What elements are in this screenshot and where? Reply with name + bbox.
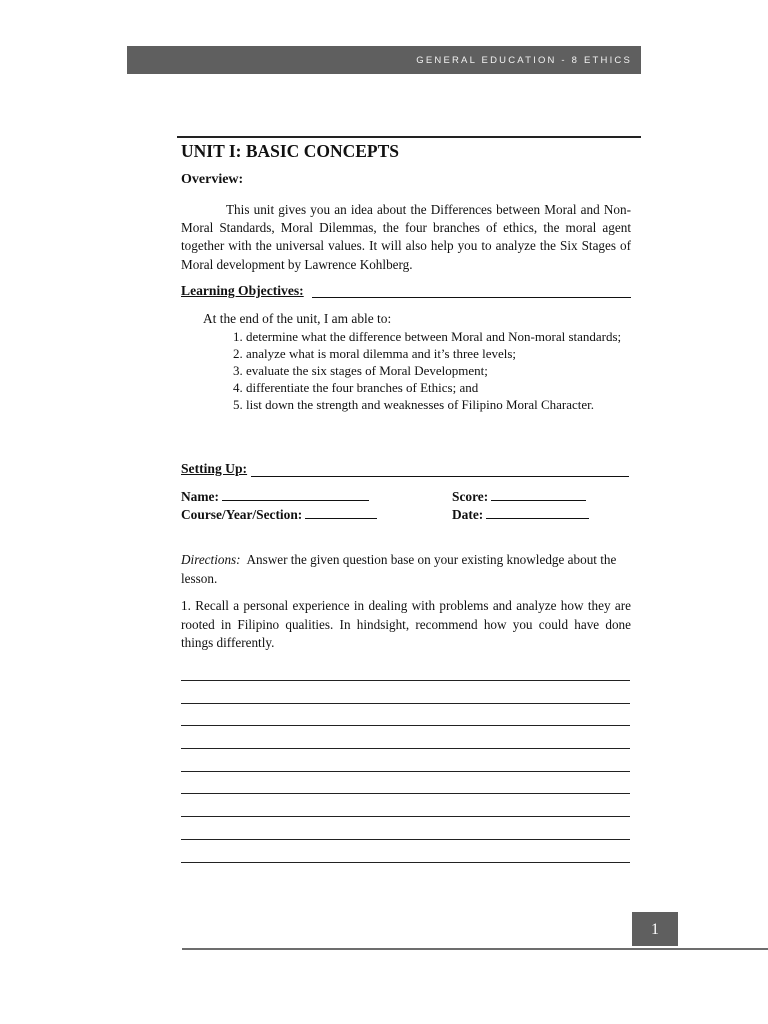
answer-line[interactable] (181, 816, 630, 839)
unit-title: UNIT I: BASIC CONCEPTS (181, 141, 399, 161)
heading-underline (251, 476, 629, 477)
question-text: 1. Recall a personal experience in dealing with problems and analyze how they are rooted in Filipino qualities. In hindsight, recommend how you could have done things differently. (181, 598, 631, 650)
overview-body (181, 201, 631, 274)
overview-text: This unit gives you an idea about the Differences between Moral and Non-Moral Standards, Moral Dilemmas, the four branches of ethics, the moral agent together with the universal values. It will also help you to analyze the Six Stages of Moral development by Lawrence Kohlberg. (181, 202, 631, 272)
answer-line[interactable] (181, 771, 630, 794)
setting-up-heading: Setting Up: (181, 461, 248, 476)
learning-objectives-heading: Learning Objectives: (181, 283, 304, 298)
date-blank[interactable] (486, 517, 589, 519)
page-number: 1 (632, 912, 678, 946)
name-label: Name: (181, 489, 219, 504)
bottom-rule (182, 948, 768, 950)
answer-line[interactable] (181, 862, 630, 885)
score-field[interactable] (452, 489, 586, 505)
score-label: Score: (452, 489, 489, 504)
objective-item: 5. list down the strength and weaknesses of Filipino Moral Character. (233, 397, 595, 412)
date-field[interactable] (452, 507, 589, 523)
answer-line[interactable] (181, 703, 630, 726)
name-field[interactable] (181, 489, 369, 505)
objective-item: 4. differentiate the four branches of Ethics; and (233, 380, 479, 395)
answer-line[interactable] (181, 725, 630, 748)
objectives-list (233, 328, 633, 413)
directions (181, 551, 621, 588)
directions-label: Directions: (181, 552, 241, 567)
heading-underline (312, 297, 631, 298)
answer-line[interactable] (181, 793, 630, 816)
name-blank[interactable] (222, 499, 369, 501)
score-blank[interactable] (491, 499, 586, 501)
objective-item: 3. evaluate the six stages of Moral Development; (233, 363, 488, 378)
learning-objectives-intro: At the end of the unit, I am able to: (203, 311, 392, 326)
course-field[interactable] (181, 507, 377, 523)
course-label: Course/Year/Section: (181, 507, 303, 522)
answer-lines[interactable] (181, 680, 630, 884)
answer-line[interactable] (181, 680, 630, 703)
objective-item: 1. determine what the difference between Moral and Non-moral standards; (233, 329, 622, 344)
course-blank[interactable] (305, 517, 377, 519)
top-rule (177, 136, 641, 138)
running-header: GENERAL EDUCATION - 8 ETHICS (127, 46, 641, 74)
answer-line[interactable] (181, 748, 630, 771)
directions-text: Answer the given question base on your existing knowledge about the lesson. (181, 552, 617, 586)
date-label: Date: (452, 507, 484, 522)
overview-heading: Overview: (181, 172, 244, 187)
objective-item: 2. analyze what is moral dilemma and it’s three levels; (233, 346, 517, 361)
answer-line[interactable] (181, 839, 630, 862)
